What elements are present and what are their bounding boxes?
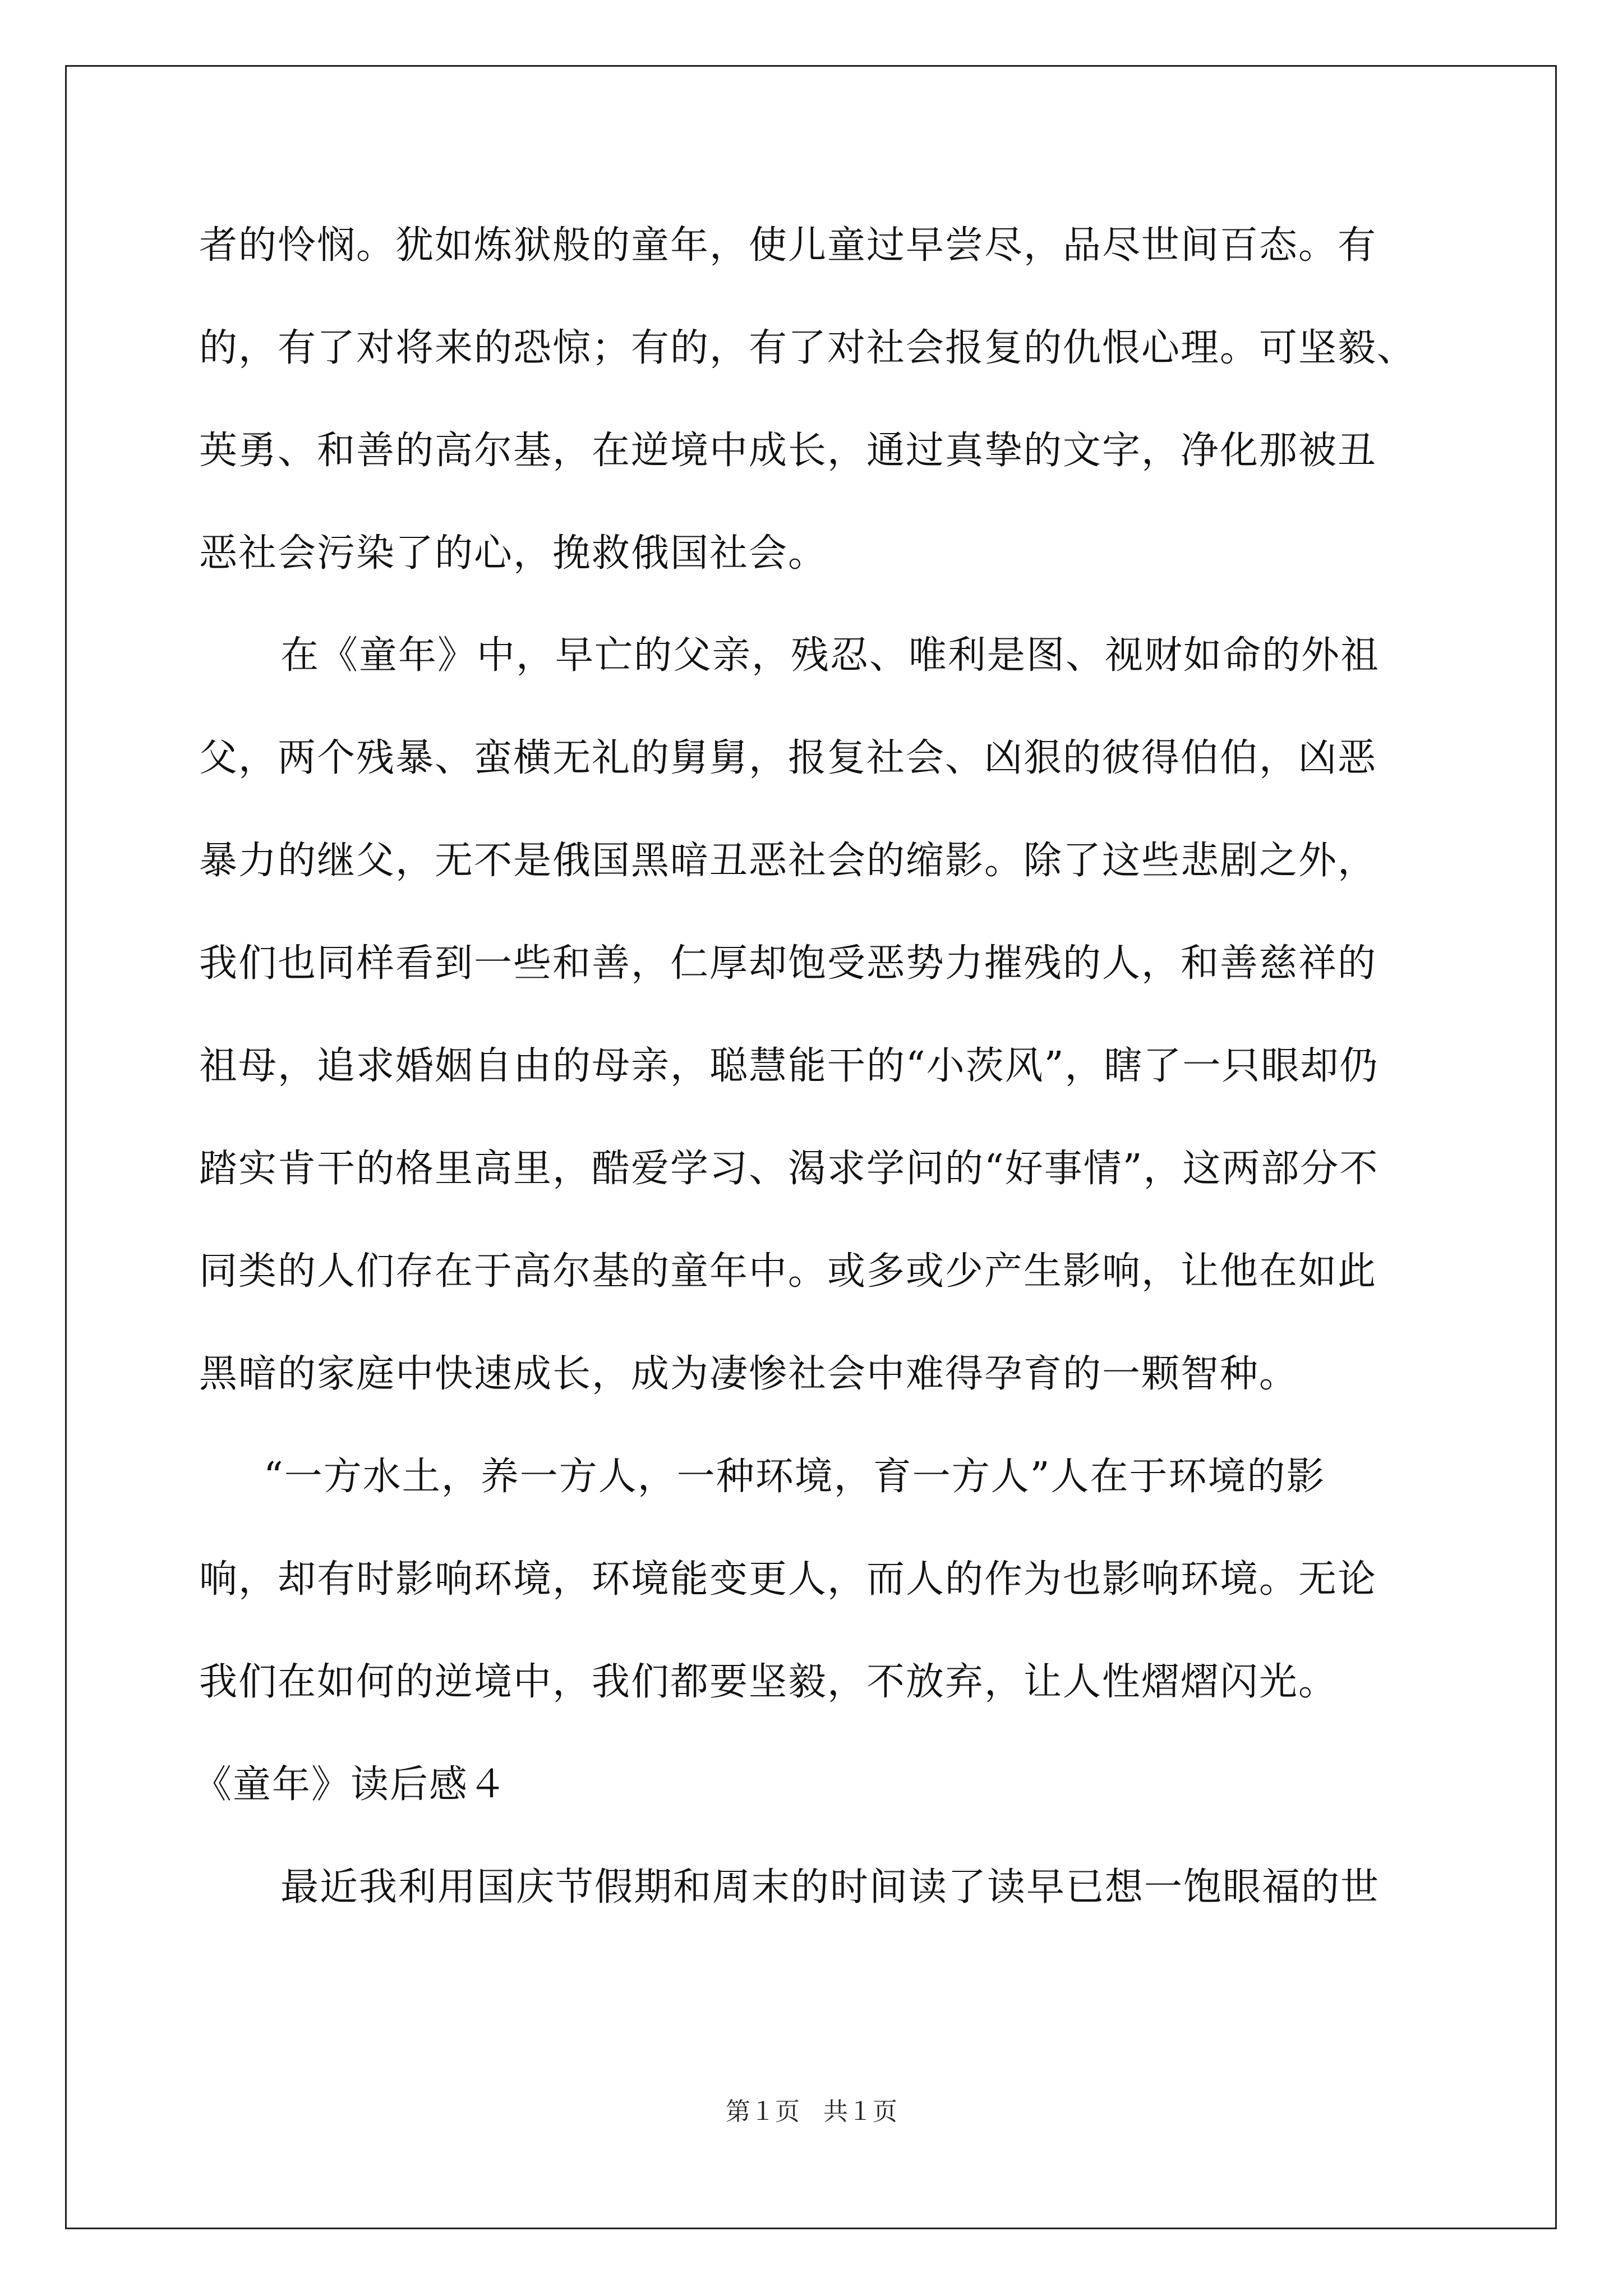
page-footer [0,2095,1623,2129]
text-line: 在《童年》中，早亡的父亲，残忍、唯利是图、视财如命的外祖 [280,633,1380,678]
text-line: 恶社会污染了的心，挽救俄国社会。 [199,531,828,576]
text-line: 我们也同样看到一些和善，仁厚却饱受恶势力摧残的人，和善慈祥的 [199,941,1377,986]
text-line: 英勇、和善的高尔基，在逆境中成长，通过真挚的文字，净化那被丑 [199,429,1377,473]
text-line: 黑暗的家庭中快速成长，成为凄惨社会中难得孕育的一颗智种。 [199,1352,1299,1396]
text-line: 同类的人们存在于高尔基的童年中。或多或少产生影响，让他在如此 [199,1249,1377,1294]
page-number: 第１页 [726,2097,800,2126]
section-heading: 《童年》读后感４ [193,1763,508,1807]
text-line: 响，却有时影响环境，环境能变更人，而人的作为也影响环境。无论 [199,1557,1377,1602]
text-line: 的，有了对将来的恐惊；有的，有了对社会报复的仇恨心理。可坚毅、 [199,326,1417,370]
page-total: 共１页 [823,2097,897,2126]
text-line: “一方水土，养一方人，一种环境，育一方人”人在于环境的影 [264,1455,1326,1499]
text-line: 祖母，追求婚姻自由的母亲，聪慧能干的“小茨风”，瞎了一只眼却仍 [199,1044,1379,1088]
text-line: 者的怜悯。犹如炼狱般的童年，使儿童过早尝尽，品尽世间百态。有 [199,223,1377,268]
text-line: 踏实肯干的格里高里，酷爱学习、渴求学问的“好事情”，这两部分不 [199,1147,1379,1191]
text-line: 父，两个残暴、蛮横无礼的舅舅，报复社会、凶狠的彼得伯伯，凶恶 [199,736,1377,780]
text-line: 暴力的继父，无不是俄国黑暗丑恶社会的缩影。除了这些悲剧之外， [199,839,1377,883]
text-line: 最近我利用国庆节假期和周末的时间读了读早已想一饱眼福的世 [280,1865,1380,1910]
text-line: 我们在如何的逆境中，我们都要坚毅，不放弃，让人性熠熠闪光。 [199,1660,1338,1704]
